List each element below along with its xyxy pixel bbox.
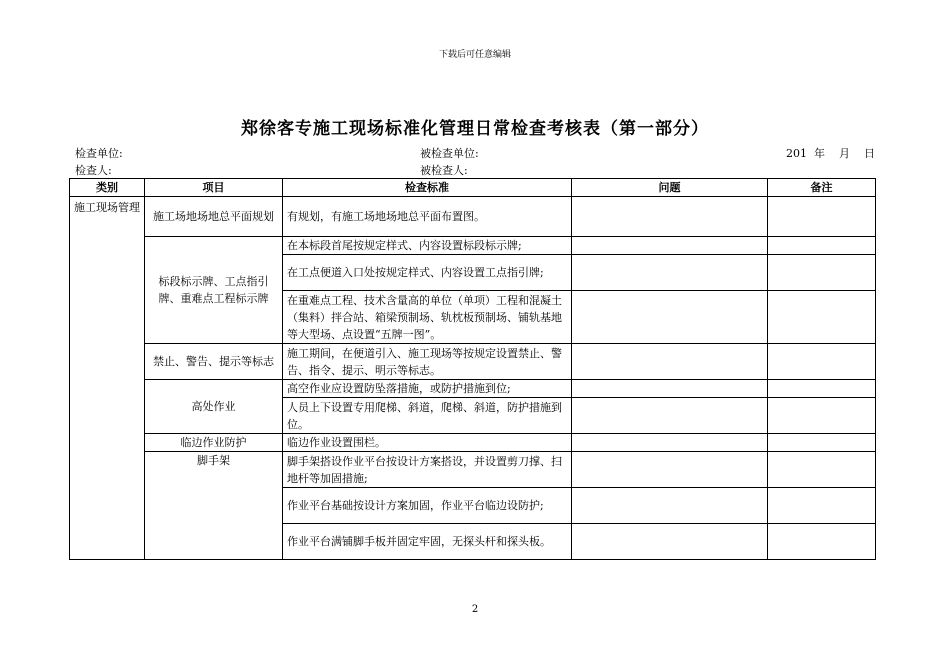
issue-cell[interactable]	[572, 398, 768, 434]
standard-cell: 作业平台基础按设计方案加固，作业平台临边设防护;	[283, 488, 572, 524]
inspection-table	[69, 178, 876, 560]
table-row	[70, 344, 876, 380]
remark-cell[interactable]	[768, 291, 876, 344]
table-row	[70, 237, 876, 255]
issue-cell[interactable]	[572, 344, 768, 380]
inspect-unit-label: 检查单位:	[75, 147, 123, 160]
header-note: 下载后可任意编辑	[438, 50, 511, 60]
header-standard: 检查标准	[283, 179, 572, 197]
issue-cell[interactable]	[572, 380, 768, 398]
issue-cell[interactable]	[572, 291, 768, 344]
page-title: 郑徐客专施工现场标准化管理日常检查考核表（第一部分）	[241, 119, 709, 139]
category-cell: 施工现场管理	[70, 197, 145, 560]
remark-cell[interactable]	[768, 237, 876, 255]
table-row	[70, 380, 876, 398]
remark-cell[interactable]	[768, 524, 876, 560]
remark-cell[interactable]	[768, 344, 876, 380]
remark-cell[interactable]	[768, 488, 876, 524]
item-cell: 临边作业防护	[145, 434, 283, 452]
standard-cell: 高空作业应设置防坠落措施，或防护措施到位;	[283, 380, 572, 398]
table-row	[70, 197, 876, 237]
standard-cell: 脚手架搭设作业平台按设计方案搭设，并设置剪刀撑、扫地杆等加固措施;	[283, 452, 572, 488]
item-cell: 施工场地场地总平面规划	[145, 197, 283, 237]
header-remark: 备注	[768, 179, 876, 197]
remark-cell[interactable]	[768, 380, 876, 398]
issue-cell[interactable]	[572, 197, 768, 237]
date-label: 201 年 月 日	[786, 147, 875, 160]
header-item: 项目	[145, 179, 283, 197]
inspector-label: 检查人:	[75, 164, 112, 177]
remark-cell[interactable]	[768, 255, 876, 291]
standard-cell: 人员上下设置专用爬梯、斜道，爬梯、斜道，防护措施到位。	[283, 398, 572, 434]
standard-cell: 施工期间，在便道引入、施工现场等按规定设置禁止、警告、指令、提示、明示等标志。	[283, 344, 572, 380]
header-issue: 问题	[572, 179, 768, 197]
table-row	[70, 434, 876, 452]
remark-cell[interactable]	[768, 398, 876, 434]
inspected-unit-label: 被检查单位:	[420, 147, 479, 160]
issue-cell[interactable]	[572, 255, 768, 291]
remark-cell[interactable]	[768, 434, 876, 452]
standard-cell: 作业平台满铺脚手板并固定牢固，无探头杆和探头板。	[283, 524, 572, 560]
item-cell: 标段标示牌、工点指引牌、重难点工程标示牌	[145, 237, 283, 344]
standard-cell: 临边作业设置围栏。	[283, 434, 572, 452]
inspected-person-label: 被检查人:	[420, 164, 468, 177]
issue-cell[interactable]	[572, 488, 768, 524]
standard-cell: 在本标段首尾按规定样式、内容设置标段标示牌;	[283, 237, 572, 255]
standard-cell: 在工点便道入口处按规定样式、内容设置工点指引牌;	[283, 255, 572, 291]
item-cell: 脚手架	[145, 452, 283, 560]
page-number: 2	[471, 604, 479, 615]
issue-cell[interactable]	[572, 434, 768, 452]
header-category: 类别	[70, 179, 145, 197]
issue-cell[interactable]	[572, 237, 768, 255]
issue-cell[interactable]	[572, 452, 768, 488]
standard-cell: 在重难点工程、技术含量高的单位（单项）工程和混凝土（集料）拌合站、箱梁预制场、轨枕板预制场、铺轨基地等大型场、点设置“五牌一图”。	[283, 291, 572, 344]
standard-cell: 有规划，有施工场地场地总平面布置图。	[283, 197, 572, 237]
remark-cell[interactable]	[768, 197, 876, 237]
table-header-row	[70, 179, 876, 197]
table-row	[70, 452, 876, 488]
issue-cell[interactable]	[572, 524, 768, 560]
item-cell: 禁止、警告、提示等标志	[145, 344, 283, 380]
item-cell: 高处作业	[145, 380, 283, 434]
remark-cell[interactable]	[768, 452, 876, 488]
